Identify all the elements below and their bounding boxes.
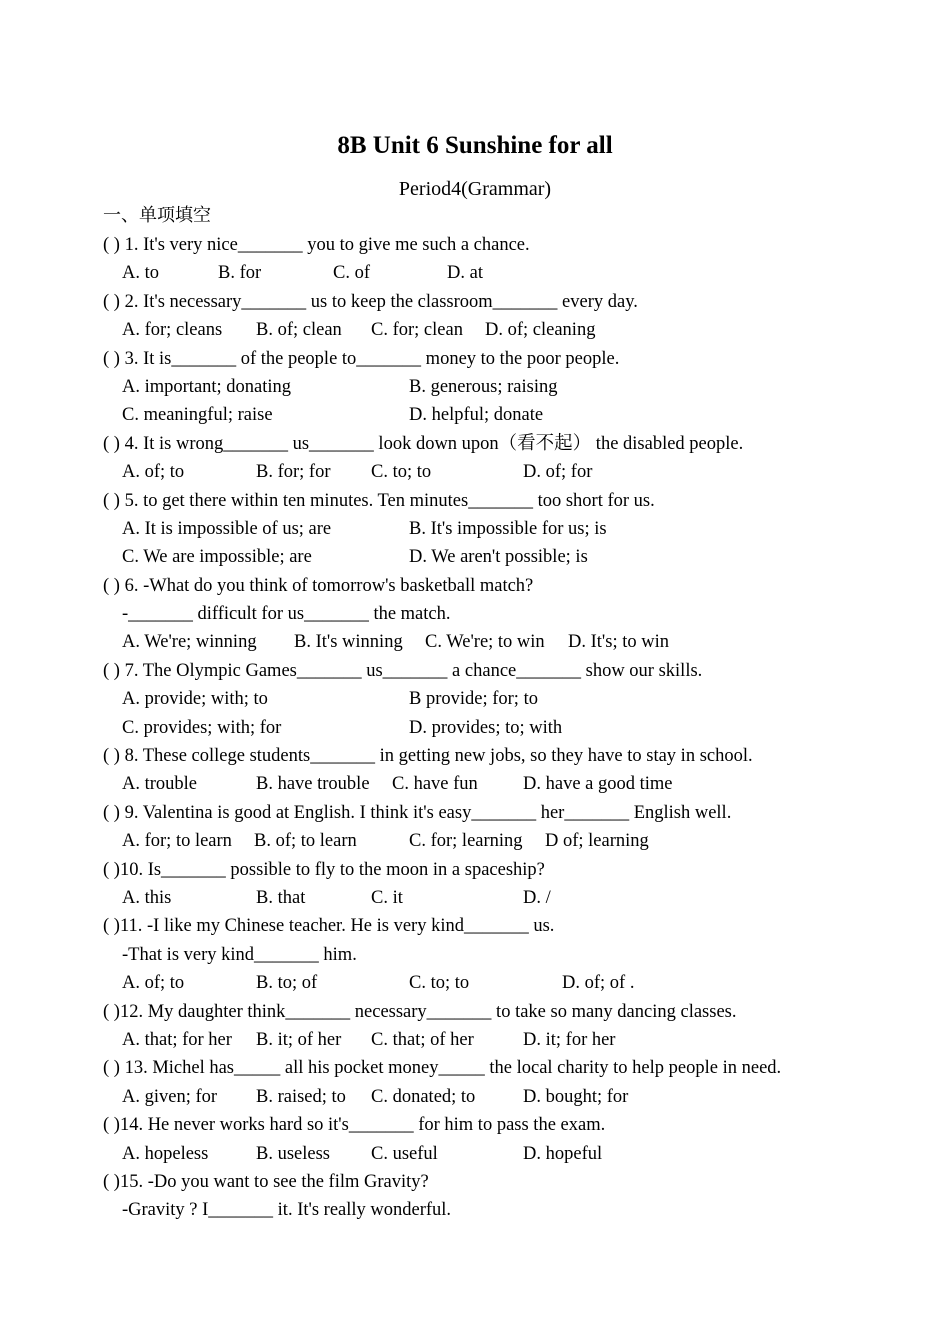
answer-option: A. of; to [122, 462, 185, 483]
answer-option: C. We are impossible; are [122, 547, 312, 568]
question-text: ( ) 8. These college students_______ in getting new jobs, so they have to stay in school. [103, 746, 753, 767]
section-heading: 一、单项填空 [103, 205, 211, 226]
answer-option: D. of; of . [562, 973, 635, 994]
options-row [103, 458, 903, 486]
answer-option: C. of [333, 263, 370, 284]
answer-option: D. have a good time [523, 774, 673, 795]
question-text: ( ) 2. It's necessary_______ us to keep the classroom_______ every day. [103, 291, 638, 312]
answer-option: A. of; to [122, 973, 185, 994]
answer-option: D. it; for her [523, 1029, 616, 1050]
question-text: ( ) 3. It is_______ of the people to_______ money to the poor people. [103, 348, 620, 369]
answer-option: C. to; to [371, 462, 432, 483]
options-row [103, 827, 903, 855]
options-row [103, 1026, 903, 1054]
options-row [103, 628, 903, 656]
question-text: ( ) 7. The Olympic Games_______ us_______ a chance_______ show our skills. [103, 660, 703, 681]
answer-option: C. for; learning [409, 831, 523, 852]
options-row [103, 401, 903, 429]
options-row [103, 316, 903, 344]
answer-option: B. of; to learn [254, 831, 357, 852]
options-row [103, 259, 903, 287]
answer-option: C. for; clean [371, 320, 463, 341]
question-text: ( )12. My daughter think_______ necessary_______ to take so many dancing classes. [103, 1001, 737, 1022]
answer-option: D. of; cleaning [485, 320, 596, 341]
question-text: ( ) 9. Valentina is good at English. I think it's easy_______ her_______ English well. [103, 802, 732, 823]
answer-option: C. to; to [409, 973, 470, 994]
options-row [103, 543, 903, 571]
options-row [103, 1140, 903, 1168]
answer-option: D. bought; for [523, 1086, 629, 1107]
answer-option: D. provides; to; with [409, 717, 563, 738]
answer-option: C. We're; to win [425, 632, 545, 653]
answer-option: B. it; of her [256, 1029, 342, 1050]
answer-option: A. to [122, 263, 159, 284]
question-text: ( ) 13. Michel has_____ all his pocket money_____ the local charity to help people in need. [103, 1058, 782, 1079]
answer-option: D. helpful; donate [409, 405, 544, 426]
question-text: ( ) 1. It's very nice_______ you to give me such a chance. [103, 235, 530, 255]
answer-option: B. useless [256, 1143, 330, 1164]
options-row [103, 373, 903, 401]
answer-option: A. important; donating [122, 376, 292, 397]
question-text: ( )15. -Do you want to see the film Gravity? [103, 1171, 429, 1192]
question-text: ( ) 4. It is wrong_______ us_______ look down upon（看不起） the disabled people. [103, 433, 744, 454]
answer-option: B. generous; raising [409, 376, 558, 397]
answer-option: B. to; of [256, 973, 318, 994]
answer-option: A. that; for her [122, 1029, 232, 1050]
options-row [103, 884, 903, 912]
options-row [103, 770, 903, 798]
answer-option: B. for [218, 263, 262, 284]
answer-option: D. We aren't possible; is [409, 547, 588, 568]
options-row [103, 969, 903, 997]
question-text: ( )14. He never works hard so it's_______ for him to pass the exam. [103, 1115, 606, 1136]
answer-option: D. at [447, 263, 483, 284]
answer-option: B. for; for [256, 462, 331, 483]
answer-option: A. It is impossible of us; are [122, 518, 332, 539]
question-list [103, 231, 903, 1225]
question-text: ( )11. -I like my Chinese teacher. He is very kind_______ us. [103, 916, 555, 937]
answer-option: D. hopeful [523, 1143, 603, 1164]
answer-option: B. It's impossible for us; is [409, 518, 607, 539]
options-row [103, 1083, 903, 1111]
question-text: ( )10. Is_______ possible to fly to the moon in a spaceship? [103, 859, 545, 880]
question-text: ( ) 5. to get there within ten minutes. Ten minutes_______ too short for us. [103, 490, 655, 511]
answer-option: A. hopeless [122, 1143, 209, 1164]
answer-option: A. given; for [122, 1086, 218, 1107]
answer-option: B. It's winning [294, 632, 403, 653]
answer-option: A. for; cleans [122, 320, 223, 341]
answer-option: D. / [523, 887, 551, 908]
answer-option: C. have fun [392, 774, 478, 795]
answer-option: A. We're; winning [122, 632, 257, 653]
answer-option: C. provides; with; for [122, 717, 282, 738]
page-subtitle: Period4(Grammar) [398, 178, 552, 200]
answer-option: C. that; of her [371, 1029, 474, 1050]
answer-option: C. meaningful; raise [122, 405, 273, 426]
answer-option: A. provide; with; to [122, 689, 268, 710]
options-row [103, 515, 903, 543]
answer-option: B provide; for; to [409, 689, 538, 710]
question-text: ( ) 6. -What do you think of tomorrow's basketball match? [103, 575, 534, 596]
answer-option: C. it [371, 887, 403, 908]
answer-option: B. that [256, 887, 306, 908]
answer-option: C. useful [371, 1143, 438, 1164]
answer-option: D. of; for [523, 462, 593, 483]
question-continuation: -_______ difficult for us_______ the match. [122, 604, 451, 625]
question-continuation: -That is very kind_______ him. [122, 944, 357, 965]
answer-option: B. of; clean [256, 320, 342, 341]
answer-option: A. trouble [122, 774, 198, 795]
answer-option: D of; learning [545, 831, 649, 852]
answer-option: A. for; to learn [122, 831, 232, 852]
page-title: 8B Unit 6 Sunshine for all [337, 132, 613, 159]
question-continuation: -Gravity ? I_______ it. It's really wonderful. [122, 1200, 452, 1221]
answer-option: C. donated; to [371, 1086, 476, 1107]
answer-option: B. raised; to [256, 1086, 346, 1107]
options-row [103, 685, 903, 713]
answer-option: A. this [122, 887, 172, 908]
options-row [103, 714, 903, 742]
answer-option: D. It's; to win [568, 632, 669, 653]
answer-option: B. have trouble [256, 774, 370, 795]
